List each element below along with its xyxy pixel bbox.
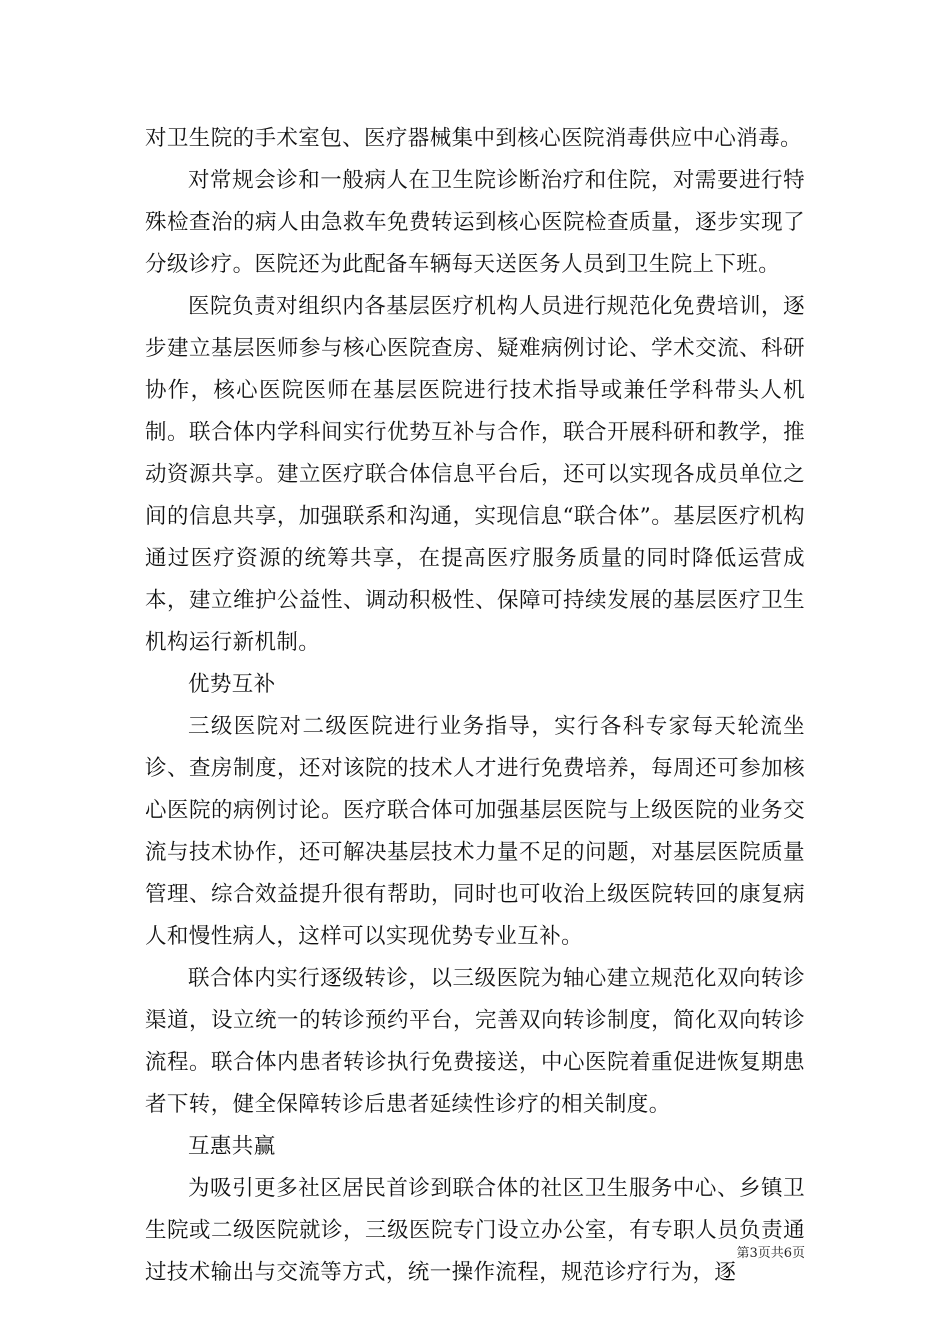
section-heading-mutual-benefit: 互惠共赢 bbox=[188, 1134, 276, 1159]
paragraph-training-sharing: 医院负责对组织内各基层医疗机构人员进行规范化免费培训，逐步建立基层医师参与核心医院查房、疑难病例讨论、学术交流、科研协作，核心医院医师在基层医院进行技术指导或兼任学科带头人机制。联合体内学科间实行优势互补与合作，联合开展科研和教学，推动资源共享。建立医疗联合体信息平台后，还可以实现各成员单位之间的信息共享，加强联系和沟通，实现信息“联合体”。基层医疗机构通过医疗资源的统筹共享，在提高医疗服务质量的同时降低运营成本，建立维护公益性、调动积极性、保障可持续发展的基层医疗卫生机构运行新机制。 bbox=[145, 294, 805, 655]
paragraph-continuation: 对卫生院的手术室包、医疗器械集中到核心医院消毒供应中心消毒。 bbox=[145, 126, 803, 151]
paragraph-referral-transport: 对常规会诊和一般病人在卫生院诊断治疗和住院，对需要进行特殊检查治的病人由急救车免费转运到核心医院检查质量，逐步实现了分级诊疗。医院还为此配备车辆每天送医务人员到卫生院上下班。 bbox=[145, 168, 805, 277]
paragraph-first-visit: 为吸引更多社区居民首诊到联合体的社区卫生服务中心、乡镇卫生院或二级医院就诊，三级医院专门设立办公室，有专职人员负责通过技术输出与交流等方式，统一操作流程，规范诊疗行为，逐 bbox=[145, 1176, 805, 1285]
page-number: 第3页共6页 bbox=[736, 1246, 805, 1261]
document-body bbox=[145, 118, 805, 1294]
paragraph-two-way-referral: 联合体内实行逐级转诊，以三级医院为轴心建立规范化双向转诊渠道，设立统一的转诊预约平台，完善双向转诊制度，简化双向转诊流程。联合体内患者转诊执行免费接送，中心医院着重促进恢复期患者下转，健全保障转诊后患者延续性诊疗的相关制度。 bbox=[145, 966, 805, 1117]
paragraph-business-guidance: 三级医院对二级医院进行业务指导，实行各科专家每天轮流坐诊、查房制度，还对该院的技术人才进行免费培养，每周还可参加核心医院的病例讨论。医疗联合体可加强基层医院与上级医院的业务交流与技术协作，还可解决基层技术力量不足的问题，对基层医院质量管理、综合效益提升很有帮助，同时也可收治上级医院转回的康复病人和慢性病人，这样可以实现优势专业互补。 bbox=[145, 714, 805, 949]
section-heading-complementary: 优势互补 bbox=[188, 672, 276, 697]
